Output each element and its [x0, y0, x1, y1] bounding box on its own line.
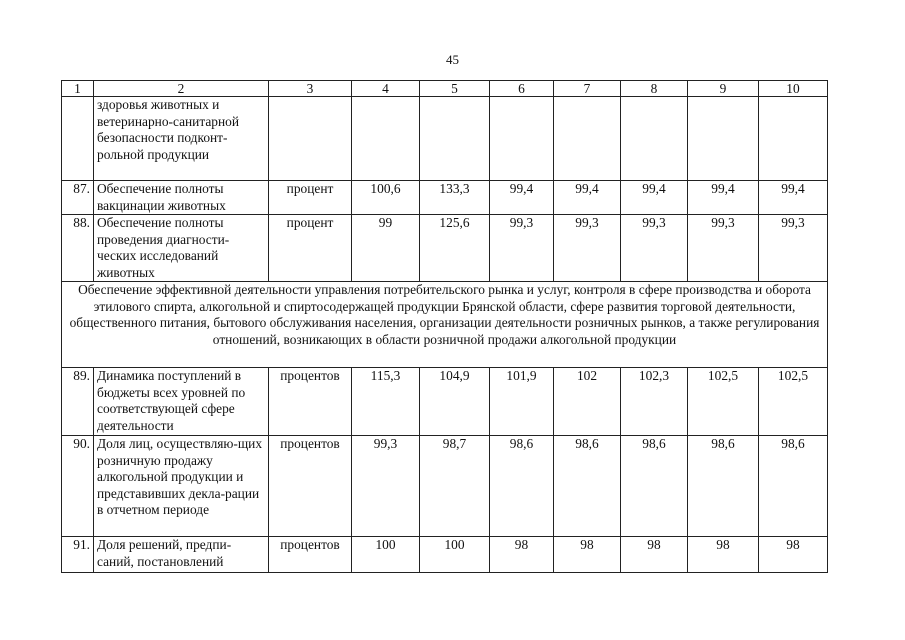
- value-cell: [420, 97, 490, 181]
- indicators-table: [61, 80, 828, 573]
- value-cell: 102,3: [621, 368, 688, 436]
- value-cell: 102,5: [688, 368, 759, 436]
- table-row: [62, 368, 828, 436]
- value-cell: 99,4: [554, 181, 621, 215]
- value-cell: 100,6: [352, 181, 420, 215]
- value-cell: 104,9: [420, 368, 490, 436]
- row-number: 91.: [62, 537, 94, 573]
- table-row: [62, 215, 828, 282]
- row-number: [62, 97, 94, 181]
- value-cell: 98,6: [554, 436, 621, 537]
- value-cell: [621, 97, 688, 181]
- column-header: 8: [621, 81, 688, 97]
- value-cell: 99,4: [759, 181, 828, 215]
- value-cell: 125,6: [420, 215, 490, 282]
- row-number: 89.: [62, 368, 94, 436]
- indicator-name: Обеспечение полноты проведения диагности-ческих исследований животных: [94, 215, 269, 282]
- value-cell: 99,4: [490, 181, 554, 215]
- value-cell: 98,6: [759, 436, 828, 537]
- value-cell: 99,3: [759, 215, 828, 282]
- row-number: 90.: [62, 436, 94, 537]
- value-cell: 99: [352, 215, 420, 282]
- page-number: 45: [446, 52, 459, 67]
- value-cell: 102,5: [759, 368, 828, 436]
- value-cell: 99,4: [688, 181, 759, 215]
- value-cell: [352, 97, 420, 181]
- indicator-name: Обеспечение полноты вакцинации животных: [94, 181, 269, 215]
- value-cell: 98: [621, 537, 688, 573]
- row-number: 87.: [62, 181, 94, 215]
- unit-cell: [269, 97, 352, 181]
- table-row: [62, 181, 828, 215]
- value-cell: 115,3: [352, 368, 420, 436]
- table-row: [62, 537, 828, 573]
- column-number-row: [62, 81, 828, 97]
- column-header: 3: [269, 81, 352, 97]
- value-cell: 99,4: [621, 181, 688, 215]
- unit-cell: процент: [269, 181, 352, 215]
- value-cell: 133,3: [420, 181, 490, 215]
- unit-cell: процент: [269, 215, 352, 282]
- section-row: [62, 282, 828, 368]
- value-cell: 98,6: [688, 436, 759, 537]
- value-cell: [688, 97, 759, 181]
- column-header: 2: [94, 81, 269, 97]
- value-cell: 98,6: [621, 436, 688, 537]
- row-number: 88.: [62, 215, 94, 282]
- value-cell: 98,6: [490, 436, 554, 537]
- value-cell: [759, 97, 828, 181]
- value-cell: 99,3: [554, 215, 621, 282]
- column-header: 6: [490, 81, 554, 97]
- section-heading: Обеспечение эффективной деятельности управления потребительского рынка и услуг, контроля в сфере производства и оборота этилового спирта, алкогольной и спиртосодержащей продукции Брянской области, сфере развития торговой деятельности, общественного питания, бытового обслуживания населения, организации деятельности розничных рынков, а также регулирования отношений, возникающих в области розничной продажи алкогольной продукции: [62, 282, 828, 368]
- column-header: 1: [62, 81, 94, 97]
- column-header: 5: [420, 81, 490, 97]
- indicator-name: Динамика поступлений в бюджеты всех уровней по соответствующей сфере деятельности: [94, 368, 269, 436]
- value-cell: 99,3: [352, 436, 420, 537]
- value-cell: 98: [490, 537, 554, 573]
- unit-cell: процентов: [269, 436, 352, 537]
- unit-cell: процентов: [269, 368, 352, 436]
- value-cell: 102: [554, 368, 621, 436]
- column-header: 10: [759, 81, 828, 97]
- column-header: 9: [688, 81, 759, 97]
- value-cell: 100: [420, 537, 490, 573]
- indicator-name: Доля лиц, осуществляю-щих розничную продажу алкогольной продукции и представивших декла-рации в отчетном периоде: [94, 436, 269, 537]
- value-cell: 98: [759, 537, 828, 573]
- value-cell: 99,3: [688, 215, 759, 282]
- value-cell: [554, 97, 621, 181]
- value-cell: 98: [688, 537, 759, 573]
- table-row: [62, 97, 828, 181]
- value-cell: [490, 97, 554, 181]
- column-header: 7: [554, 81, 621, 97]
- value-cell: 99,3: [490, 215, 554, 282]
- value-cell: 100: [352, 537, 420, 573]
- table-row: [62, 436, 828, 537]
- indicator-name: Доля решений, предпи-саний, постановлений: [94, 537, 269, 573]
- column-header: 4: [352, 81, 420, 97]
- indicator-name: здоровья животных и ветеринарно-санитарной безопасности подконт-рольной продукции: [94, 97, 269, 181]
- value-cell: 101,9: [490, 368, 554, 436]
- value-cell: 98: [554, 537, 621, 573]
- value-cell: 99,3: [621, 215, 688, 282]
- value-cell: 98,7: [420, 436, 490, 537]
- unit-cell: процентов: [269, 537, 352, 573]
